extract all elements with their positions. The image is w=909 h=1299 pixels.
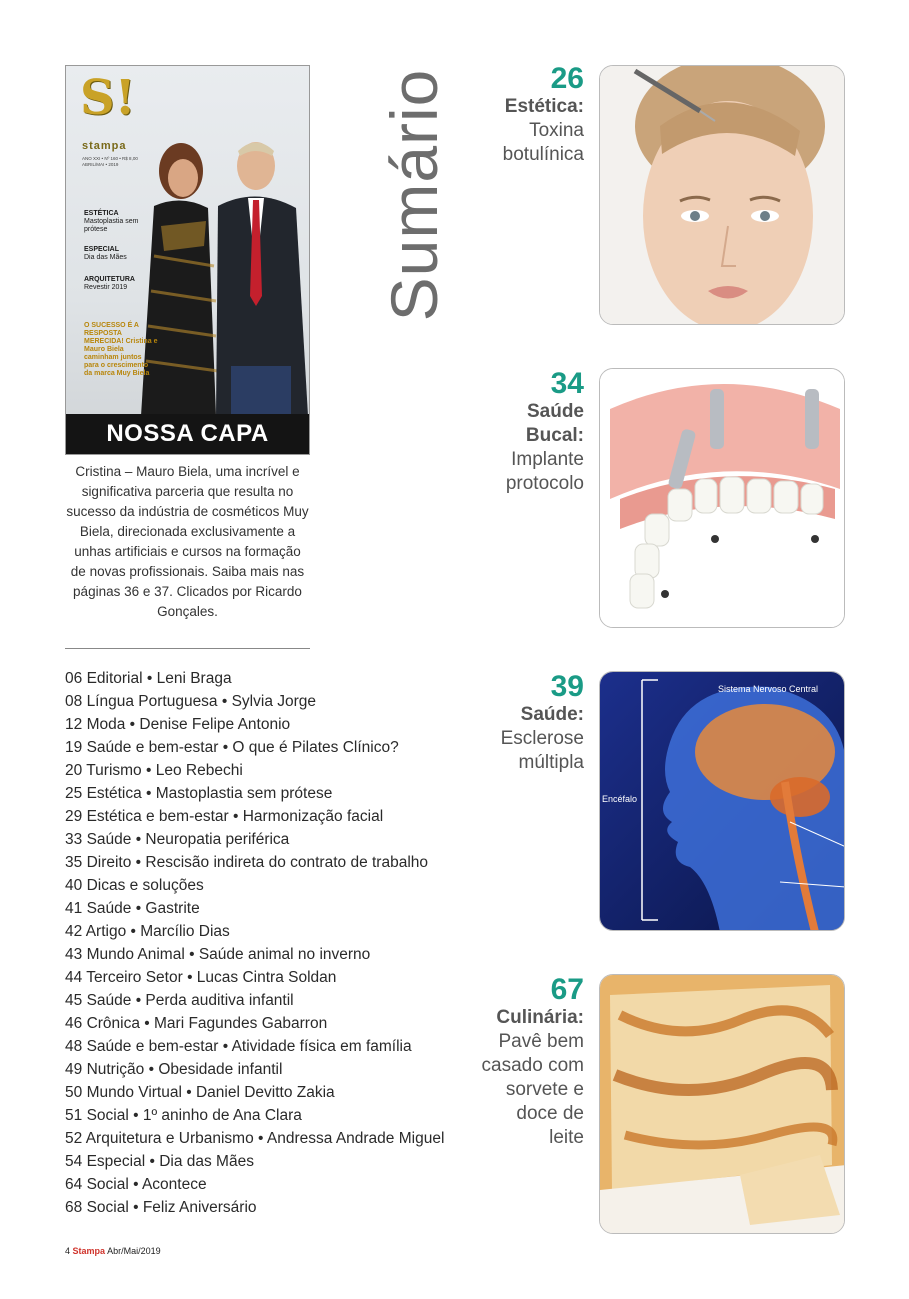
toc-entry[interactable] (65, 690, 485, 713)
toc-page-number: 06 (65, 670, 83, 687)
toc-entry-text: Dicas e soluções (86, 877, 204, 894)
toc-entry-text: Mundo Virtual • Daniel Devitto Zakia (86, 1084, 335, 1101)
toc-page-number: 45 (65, 992, 83, 1009)
feature-34-image[interactable] (599, 368, 845, 628)
feature-34-text[interactable] (506, 368, 584, 496)
feature-page-number: 34 (550, 367, 584, 400)
feature-26-text[interactable] (503, 63, 584, 167)
toc-page-number: 08 (65, 693, 83, 710)
toc-entry[interactable] (65, 1035, 485, 1058)
feature-page-number: 26 (550, 62, 584, 95)
toc-entry[interactable] (65, 851, 485, 874)
toc-page-number: 48 (65, 1038, 83, 1055)
toc-entry[interactable] (65, 966, 485, 989)
cover-teaser-title: ESTÉTICA (84, 210, 119, 217)
toc-page-number: 40 (65, 877, 83, 894)
cover-issue-line: ANO XXI • Nº 160 • R$ 8,00 (82, 156, 138, 161)
feature-subtitle: Implante (511, 449, 584, 470)
table-of-contents (65, 667, 485, 1219)
toc-entry-text: Saúde e bem-estar • Atividade física em família (86, 1038, 412, 1055)
toc-entry[interactable] (65, 759, 485, 782)
toc-entry[interactable] (65, 874, 485, 897)
image-label-encephalon: Encéfalo (602, 794, 638, 804)
toc-entry-text: Social • Acontece (86, 1176, 207, 1193)
toc-entry-text: Artigo • Marcílio Dias (85, 923, 230, 940)
toc-entry[interactable] (65, 1173, 485, 1196)
toc-page-number: 52 (65, 1130, 83, 1147)
feature-title: Culinária: (496, 1007, 584, 1028)
toc-entry[interactable] (65, 943, 485, 966)
feature-subtitle: múltipla (518, 752, 584, 773)
toc-entry[interactable] (65, 989, 485, 1012)
toc-entry-text: Saúde • Perda auditiva infantil (86, 992, 294, 1009)
toc-entry-text: Especial • Dia das Mães (86, 1153, 254, 1170)
toc-entry-text: Nutrição • Obesidade infantil (86, 1061, 283, 1078)
cover-teaser (84, 276, 154, 292)
feature-subtitle: casado com (481, 1055, 584, 1076)
page-title-text: Sumário (377, 68, 451, 322)
cover-issue-info (82, 156, 142, 168)
image-label-cns: Sistema Nervoso Central (718, 684, 819, 694)
toc-page-number: 41 (65, 900, 83, 917)
cover-teaser-text: Dia das Mães (84, 254, 127, 262)
feature-subtitle: leite (549, 1127, 584, 1148)
toc-entry[interactable] (65, 1196, 485, 1219)
feature-subtitle: botulínica (502, 144, 584, 165)
feature-page-number: 67 (550, 973, 584, 1006)
toc-page-number: 68 (65, 1199, 83, 1216)
toc-entry-text: Saúde • Gastrite (86, 900, 200, 917)
toc-page-number: 42 (65, 923, 83, 940)
feature-67-text[interactable] (482, 974, 584, 1150)
brain-head-image (600, 672, 845, 931)
feature-page-number: 39 (550, 670, 584, 703)
toc-page-number: 20 (65, 762, 83, 779)
feature-26-image[interactable] (599, 65, 845, 325)
toc-page-number: 64 (65, 1176, 83, 1193)
toc-entry-text: Editorial • Leni Braga (86, 670, 232, 687)
cover-teaser (84, 246, 154, 262)
toc-entry-text: Saúde e bem-estar • O que é Pilates Clínico? (86, 739, 399, 756)
feature-subtitle: Toxina (529, 120, 584, 141)
toc-page-number: 54 (65, 1153, 83, 1170)
toc-entry[interactable] (65, 782, 485, 805)
feature-subtitle: Esclerose (500, 728, 584, 749)
dessert-image (600, 975, 845, 1234)
toc-entry-text: Saúde • Neuropatia periférica (86, 831, 290, 848)
toc-entry-text: Terceiro Setor • Lucas Cintra Soldan (86, 969, 337, 986)
toc-page-number: 29 (65, 808, 83, 825)
toc-page-number: 19 (65, 739, 83, 756)
toc-entry-text: Turismo • Leo Rebechi (86, 762, 243, 779)
toc-entry[interactable] (65, 736, 485, 759)
toc-page-number: 12 (65, 716, 83, 733)
divider (65, 648, 310, 649)
cover-teaser-text: Mastoplastia sem prótese (84, 218, 139, 234)
feature-39-text[interactable] (501, 671, 584, 775)
toc-page-number: 35 (65, 854, 83, 871)
toc-entry[interactable] (65, 713, 485, 736)
cover-teaser-title: ARQUITETURA (84, 276, 135, 283)
feature-subtitle: Pavê bem (498, 1031, 584, 1052)
toc-entry-text: Estética e bem-estar • Harmonização facial (86, 808, 384, 825)
feature-title: Saúde: (520, 704, 584, 725)
cover-teaser (84, 210, 154, 234)
toc-entry-text: Mundo Animal • Saúde animal no inverno (86, 946, 371, 963)
cover-teaser-text: Revestir 2019 (84, 284, 128, 292)
feature-title: Estética: (504, 96, 584, 117)
toc-entry-text: Arquitetura e Urbanismo • Andressa Andrade Miguel (85, 1130, 445, 1147)
toc-page-number: 51 (65, 1107, 83, 1124)
toc-entry-text: Língua Portuguesa • Sylvia Jorge (86, 693, 317, 710)
toc-entry[interactable] (65, 1058, 485, 1081)
toc-entry[interactable] (65, 805, 485, 828)
toc-entry[interactable] (65, 828, 485, 851)
cover-logo-subtitle: stampa (82, 140, 127, 152)
magazine-cover[interactable] (65, 65, 310, 455)
feature-title: Saúde (526, 401, 584, 422)
toc-page-number: 49 (65, 1061, 83, 1078)
toc-entry-text: Social • Feliz Aniversário (86, 1199, 257, 1216)
feature-39-image[interactable] (599, 671, 845, 931)
cover-headline: O SUCESSO É A RESPOSTA MERECIDA! Cristina e Mauro Biela caminham juntos para o crescimento da marca Muy Biela (84, 322, 158, 378)
toc-page-number: 46 (65, 1015, 83, 1032)
toc-entry[interactable] (65, 1127, 485, 1150)
page-title (374, 60, 454, 330)
woman-face-image (600, 66, 845, 325)
toc-entry-text: Direito • Rescisão indireta do contrato de trabalho (86, 854, 429, 871)
footer-issue: Abr/Mai/2019 (107, 1246, 161, 1256)
toc-page-number: 44 (65, 969, 83, 986)
toc-entry[interactable] (65, 1012, 485, 1035)
footer-brand: Stampa (72, 1246, 106, 1256)
feature-subtitle: doce de (516, 1103, 584, 1124)
feature-67-image[interactable] (599, 974, 845, 1234)
cover-couple-photo (136, 116, 310, 416)
toc-page-number: 50 (65, 1084, 83, 1101)
toc-entry[interactable] (65, 897, 485, 920)
dental-implant-image (600, 369, 845, 628)
feature-title: Bucal: (525, 425, 584, 446)
toc-page-number: 43 (65, 946, 83, 963)
toc-entry[interactable] (65, 1081, 485, 1104)
toc-entry-text: Moda • Denise Felipe Antonio (86, 716, 291, 733)
cover-description: Cristina – Mauro Biela, uma incrível e significativa parceria que resulta no sucesso da indústria de cosméticos Muy Biela, direcionada exclusivamente a unhas artificiais e cursos na formação de novas profissionais. Saiba mais nas páginas 36 e 37. Clicados por Ricardo Gonçales. (66, 464, 309, 619)
feature-subtitle: sorvete e (505, 1079, 584, 1100)
cover-label-bar: NOSSA CAPA (66, 414, 309, 454)
toc-entry[interactable] (65, 667, 485, 690)
cover-issue-line: ABRIL/MAI • 2019 (82, 161, 119, 167)
toc-entry-text: Estética • Mastoplastia sem prótese (86, 785, 333, 802)
cover-logo: S! (80, 70, 136, 126)
cover-teaser-title: ESPECIAL (84, 246, 120, 253)
footer-page-number: 4 (65, 1246, 71, 1256)
toc-page-number: 33 (65, 831, 83, 848)
toc-entry[interactable] (65, 1104, 485, 1127)
toc-entry-text: Crônica • Mari Fagundes Gabarron (86, 1015, 328, 1032)
feature-subtitle: protocolo (505, 473, 584, 494)
toc-entry[interactable] (65, 920, 485, 943)
toc-entry-text: Social • 1º aninho de Ana Clara (86, 1107, 302, 1124)
toc-page-number: 25 (65, 785, 83, 802)
toc-entry[interactable] (65, 1150, 485, 1173)
page-footer (65, 1246, 161, 1256)
